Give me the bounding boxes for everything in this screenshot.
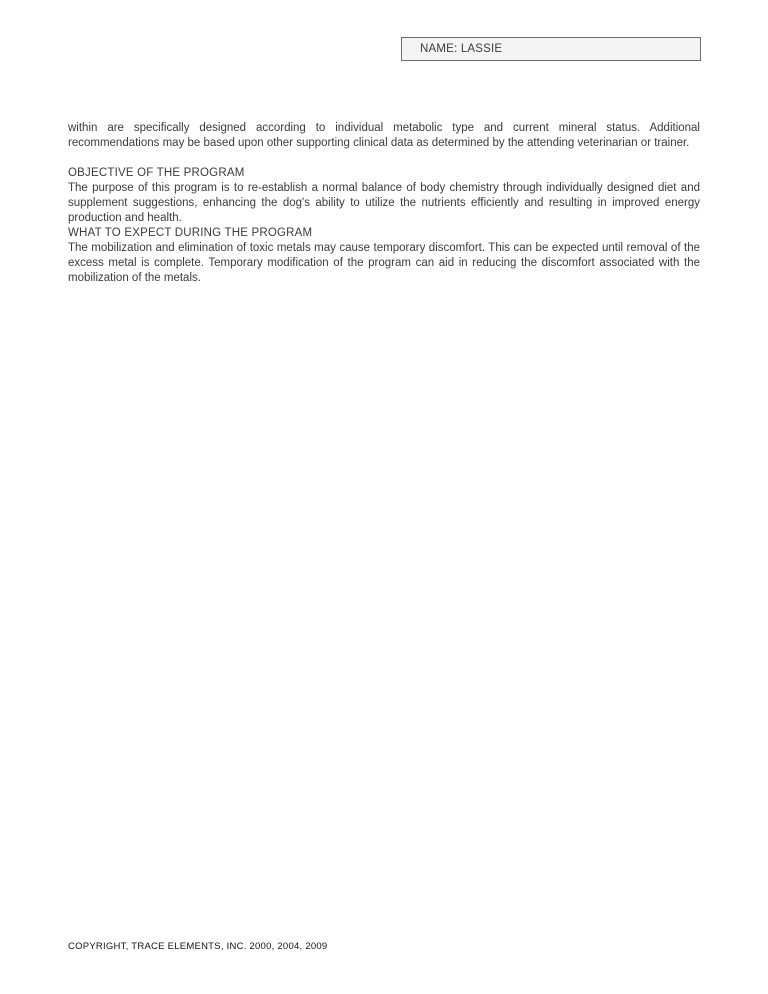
section-objective-heading: OBJECTIVE OF THE PROGRAM (68, 167, 245, 179)
name-field-box (401, 37, 701, 61)
document-body (68, 121, 700, 286)
section-objective-body: The purpose of this program is to re-establish a normal balance of body chemistry through individually designed diet and supplement suggestions, enhancing the dog's ability to utilize the nutrients efficiently and resulting in improved energy production and health. (68, 182, 700, 224)
section-objective (68, 166, 700, 226)
name-field-value: NAME: LASSIE (420, 43, 503, 55)
section-what-to-expect-body: The mobilization and elimination of toxic metals may cause temporary discomfort. This can be expected until removal of the excess metal is complete. Temporary modification of the program can aid in reducing the discomfort associated with the mobilization of the metals. (68, 242, 700, 284)
section-what-to-expect (68, 226, 700, 286)
section-what-to-expect-heading: WHAT TO EXPECT DURING THE PROGRAM (68, 227, 313, 239)
copyright-footer: COPYRIGHT, TRACE ELEMENTS, INC. 2000, 2004, 2009 (68, 941, 328, 952)
intro-paragraph: within are specifically designed according to individual metabolic type and current mineral status. Additional recommendations may be based upon other supporting clinical data as determined by the attending veterinarian or trainer. (68, 122, 700, 149)
